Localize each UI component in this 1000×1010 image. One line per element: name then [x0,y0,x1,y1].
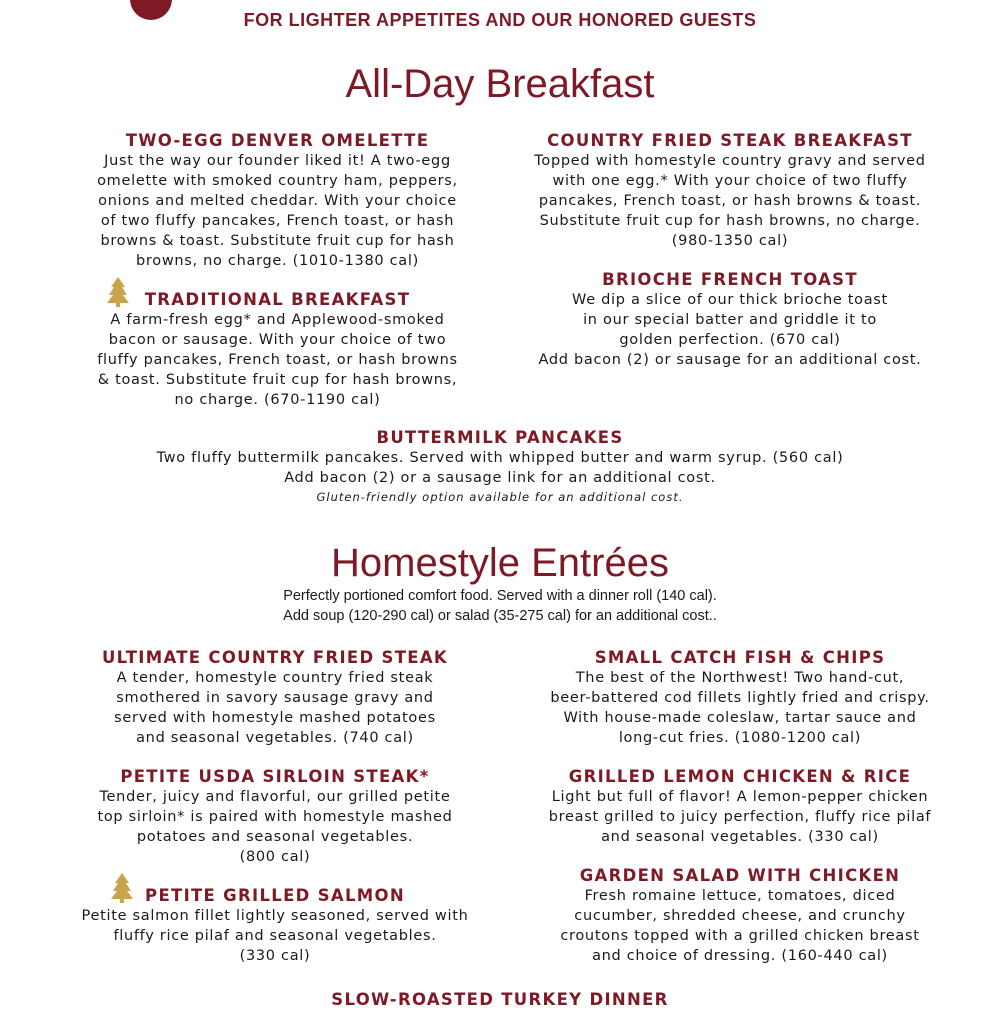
item-desc: of two fluffy pancakes, French toast, or hash [100,213,455,229]
item-desc: top sirloin* is paired with homestyle mashed [97,809,453,825]
item-desc: cucumber, shredded cheese, and crunchy [574,908,906,924]
item-desc: onions and melted cheddar. With your choice [98,193,457,209]
item-desc: & toast. Substitute fruit cup for hash browns, [97,372,458,388]
menu-item-petite-sirloin-steak [50,767,500,867]
menu-item-petite-grilled-salmon [50,886,500,966]
item-name: TWO-EGG DENVER OMELETTE [125,131,430,150]
item-desc: long-cut fries. (1080-1200 cal) [618,730,862,746]
menu-item-small-catch-fish-chips [510,648,970,748]
item-desc: A tender, homestyle country fried steak [116,670,434,686]
item-note: Gluten-friendly option available for an additional cost. [316,490,684,504]
item-desc: We dip a slice of our thick brioche toast [572,292,888,308]
entrees-title: Homestyle Entrées [331,541,669,585]
menu-item-garden-salad-chicken [510,866,970,966]
item-name: PETITE USDA SIRLOIN STEAK* [120,767,430,786]
menu-item-denver-omelette [70,131,485,271]
menu-item-buttermilk-pancakes [40,428,960,506]
item-desc: golden perfection. (670 cal) [619,332,841,348]
menu-item-grilled-lemon-chicken [510,767,970,847]
item-name: SLOW-ROASTED TURKEY DINNER [331,990,669,1009]
item-name: COUNTRY FRIED STEAK BREAKFAST [547,131,913,150]
item-name: TRADITIONAL BREAKFAST [144,290,411,309]
evergreen-tree-icon [110,872,134,909]
menu-item-country-fried-steak-breakfast [510,131,950,251]
tagline: FOR LIGHTER APPETITES AND OUR HONORED GUESTS [243,10,757,30]
item-desc: served with homestyle mashed potatoes [114,710,436,726]
item-desc: Add bacon (2) or a sausage link for an additional cost. [284,470,716,486]
item-desc: pancakes, French toast, or hash browns & toast. [538,193,922,209]
item-name: SMALL CATCH FISH & CHIPS [594,648,886,667]
item-name: BUTTERMILK PANCAKES [376,428,624,447]
item-desc: (980-1350 cal) [671,233,789,249]
intro-line: Add soup (120-290 cal) or salad (35-275 cal) for an additional cost.. [283,608,717,624]
item-desc: and seasonal vegetables. (330 cal) [601,829,879,845]
item-desc: Light but full of flavor! A lemon-pepper chicken [551,789,929,805]
menu-item-brioche-french-toast [510,270,950,370]
item-desc: omelette with smoked country ham, peppers, [97,173,458,189]
item-desc: browns, no charge. (1010-1380 cal) [136,253,419,269]
item-desc: (330 cal) [239,948,311,964]
item-name: GARDEN SALAD WITH CHICKEN [579,866,901,885]
item-desc: Topped with homestyle country gravy and served [534,153,926,169]
item-desc: (800 cal) [239,849,311,865]
item-desc: no charge. (670-1190 cal) [174,392,381,408]
item-desc: smothered in savory sausage gravy and [116,690,434,706]
item-desc: With house-made coleslaw, tartar sauce and [563,710,917,726]
menu-item-traditional-breakfast [70,290,485,410]
item-desc: Fresh romaine lettuce, tomatoes, diced [584,888,896,904]
item-desc: Just the way our founder liked it! A two-egg [104,153,451,169]
item-desc: Substitute fruit cup for hash browns, no charge. [539,213,921,229]
item-desc: and seasonal vegetables. (740 cal) [136,730,414,746]
item-desc: with one egg.* With your choice of two fluffy [552,173,908,189]
item-desc: The best of the Northwest! Two hand-cut, [575,670,905,686]
intro-line: Perfectly portioned comfort food. Served with a dinner roll (140 cal). [283,588,717,604]
item-desc: bacon or sausage. With your choice of two [108,332,447,348]
item-desc: breast grilled to juicy perfection, fluffy rice pilaf [548,809,932,825]
item-desc: Petite salmon fillet lightly seasoned, served with [81,908,469,924]
item-desc: A farm-fresh egg* and Applewood-smoked [110,312,445,328]
item-name: ULTIMATE COUNTRY FRIED STEAK [101,648,449,667]
item-name: PETITE GRILLED SALMON [145,886,405,905]
item-desc: browns & toast. Substitute fruit cup for hash [100,233,455,249]
menu-item-turkey-dinner [0,990,1000,1010]
evergreen-tree-icon [106,276,130,313]
item-name-row [70,290,485,310]
item-name: BRIOCHE FRENCH TOAST [602,270,858,289]
breakfast-title: All-Day Breakfast [345,62,655,106]
item-desc: Tender, juicy and flavorful, our grilled petite [99,789,451,805]
item-desc: fluffy pancakes, French toast, or hash browns [97,352,458,368]
menu-item-ultimate-country-fried-steak [50,648,500,748]
item-name: GRILLED LEMON CHICKEN & RICE [568,767,912,786]
item-desc: beer-battered cod fillets lightly fried and crispy. [550,690,930,706]
item-desc: Two fluffy buttermilk pancakes. Served with whipped butter and warm syrup. (560 cal) [156,450,844,466]
entrees-intro [0,586,1000,626]
item-desc: in our special batter and griddle it to [583,312,877,328]
item-desc: croutons topped with a grilled chicken breast [560,928,920,944]
item-desc: fluffy rice pilaf and seasonal vegetables. [113,928,437,944]
item-desc: and choice of dressing. (160-440 cal) [592,948,888,964]
item-desc: Add bacon (2) or sausage for an additional cost. [538,352,922,368]
item-name-row [50,886,500,906]
item-desc: potatoes and seasonal vegetables. [136,829,414,845]
